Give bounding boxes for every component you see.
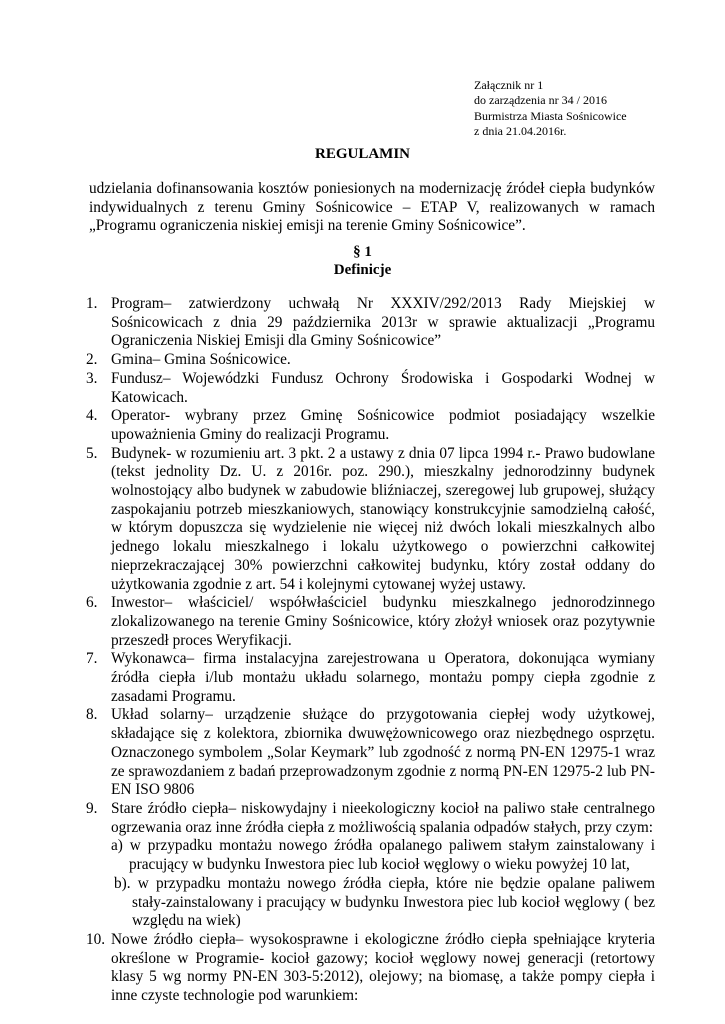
definition-item xyxy=(86,650,655,706)
definition-item xyxy=(86,930,655,1006)
definition-item xyxy=(86,706,655,800)
item-number: 1. xyxy=(86,295,98,312)
sub-item-a: a) w przypadku montażu nowego źródła opalanego paliwem stałym zainstalowany i pracujący w budynku Inwestora piec lub kocioł węglowy o wieku powyżej 10 lat, xyxy=(111,837,655,874)
item-text: Stare źródło ciepła– niskowydajny i nieekologiczny kocioł na paliwo stałe centralnego ogrzewania oraz inne źródła ciepła z możliwością spalania odpadów stałych, przy czym: xyxy=(111,799,655,836)
item-number: 8. xyxy=(86,706,98,724)
annex-line-1: Załącznik nr 1 xyxy=(474,78,544,92)
definitions-list xyxy=(86,295,655,1006)
annex-line-4: z dnia 21.04.2016r. xyxy=(474,124,567,139)
item-text: Operator- wybrany przez Gminę Sośnicowice podmiot posiadający wszelkie upoważnienia Gminy do realizacji Programu. xyxy=(111,407,655,443)
sub-item-b: b). w przypadku montażu nowego źródła ciepła, które nie będzie opalane paliwem stały-zainstalowany i pracujący w budynku Inwestora piec lub kocioł węglowy ( bez względu na wiek) xyxy=(114,874,655,930)
definition-item xyxy=(86,594,655,650)
section-heading: Definicje xyxy=(333,262,392,278)
definition-item xyxy=(86,407,655,444)
item-text: Wykonawca– firma instalacyjna zarejestrowana u Operatora, dokonująca wymiany źródła ciepła i/lub montażu układu solarnego, montażu pompy ciepła zgodnie z zasadami Programu. xyxy=(111,650,655,705)
definition-item xyxy=(86,369,655,407)
item-number: 4. xyxy=(86,407,98,425)
item-number: 3. xyxy=(86,369,98,387)
definition-item xyxy=(86,295,655,351)
item-number: 9. xyxy=(86,799,98,817)
document-title: REGULAMIN xyxy=(314,146,410,162)
section-number: § 1 xyxy=(353,244,372,260)
item-text: Układ solarny– urządzenie służące do przygotowania ciepłej wody użytkowej, składające się z kolektora, zbiornika dwuwężownicowego oraz niezbędnego osprzętu. Oznaczonego symbolem „Solar Keymark” lub zgodność z normą PN-EN 12975-1 wraz ze sprawozdaniem z badań przeprowadzonym zgodnie z normą PN-EN 12975-2 lub PN-EN ISO 9806 xyxy=(111,706,655,799)
definition-item xyxy=(86,799,655,931)
annex-line-2: do zarządzenia nr 34 / 2016 xyxy=(474,93,607,108)
item-text: Budynek- w rozumieniu art. 3 pkt. 2 a ustawy z dnia 07 lipca 1994 r.- Prawo budowlane (tekst jednolity Dz. U. z 2016r. poz. 290.), mieszkalny jednorodzinny budynek wolnostojący albo budynek w zabudowie bliźniaczej, szeregowej lub grupowej, służący zaspokajaniu potrzeb mieszkaniowych, stanowiący konstrukcyjnie samodzielną całość, w którym dopuszcza się wydzielenie nie więcej niż dwóch lokali mieszkalnych albo jednego lokalu mieszkalnego i lokalu użytkowego o powierzchni całkowitej nieprzekraczającej 30% powierzchni całkowitej budynku, który został oddany do użytkowania zgodnie z art. 54 i kolejnymi cytowanej wyżej ustawy. xyxy=(111,444,655,593)
annex-header xyxy=(474,78,714,140)
item-number: 10. xyxy=(86,930,106,948)
item-number: 5. xyxy=(86,444,98,462)
definition-item xyxy=(86,351,655,370)
item-number: 2. xyxy=(86,351,98,369)
definition-item xyxy=(86,444,655,595)
item-text: Fundusz– Wojewódzki Fundusz Ochrony Środowiska i Gospodarki Wodnej w Katowicach. xyxy=(111,369,655,406)
item-text: Inwestor– właściciel/ współwłaściciel budynku mieszkalnego jednorodzinnego zlokalizowanego na terenie Gminy Sośnicowice, który złożył wniosek oraz pozytywnie przeszedł proces Weryfikacji. xyxy=(111,594,655,649)
item-number: 7. xyxy=(86,650,98,668)
item-text: Gmina– Gmina Sośnicowice. xyxy=(111,351,291,369)
annex-line-3: Burmistrza Miasta Sośnicowice xyxy=(474,108,627,123)
item-text: Nowe źródło ciepła– wysokosprawne i ekologiczne źródło ciepła spełniające kryteria określone w Programie- kocioł gazowy; kocioł węglowy nowej generacji (retortowy klasy 5 wg normy PN-EN 303-5:2012), olejowy; na biomasę, a także pompy ciepła i inne czyste technologie pod warunkiem: xyxy=(111,930,655,1005)
item-text: Program– zatwierdzony uchwałą Nr XXXIV/292/2013 Rady Miejskiej w Sośnicowicach z dnia 29 października 2013r w sprawie aktualizacji „Programu Ograniczenia Niskiej Emisji dla Gminy Sośnicowice” xyxy=(111,295,655,350)
intro-paragraph: udzielania dofinansowania kosztów poniesionych na modernizację źródeł ciepła budynków indywidualnych z terenu Gminy Sośnicowice – ETAP V, realizowanych w ramach „Programu ograniczenia niskiej emisji na terenie Gminy Sośnicowice”. xyxy=(89,180,655,235)
item-number: 6. xyxy=(86,594,98,612)
